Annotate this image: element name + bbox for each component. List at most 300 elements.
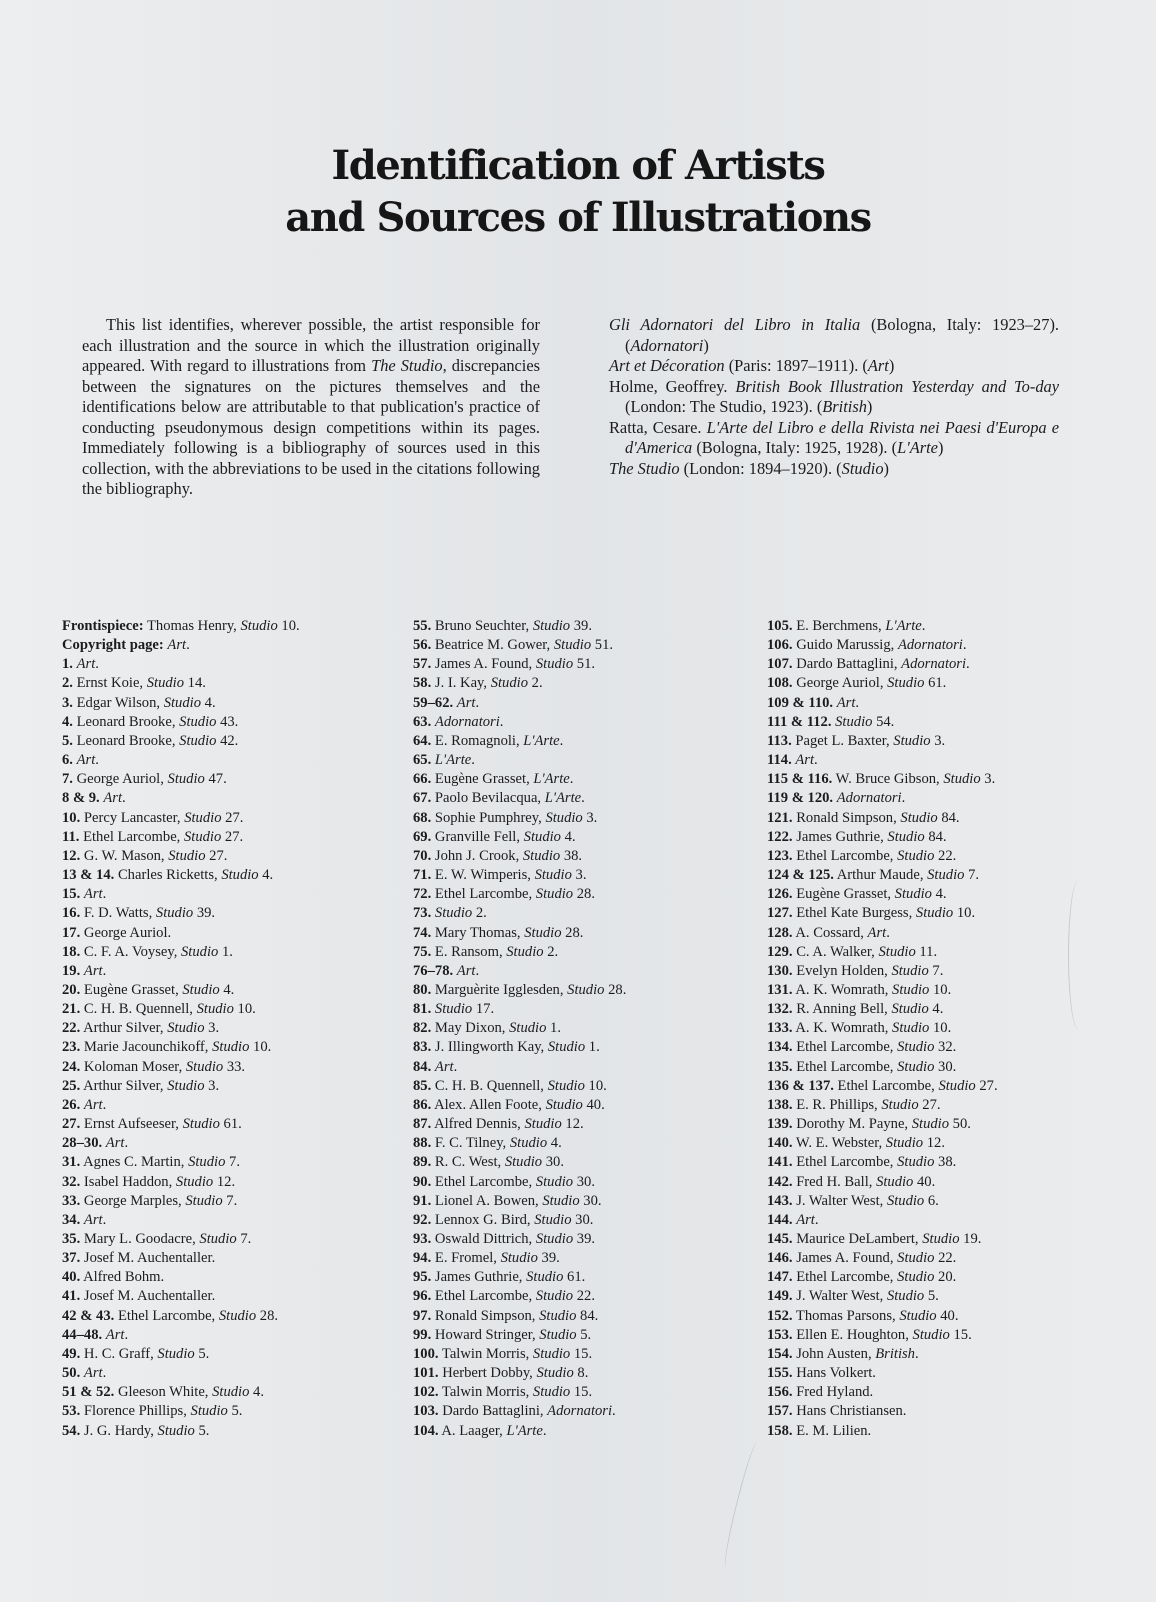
bib-close: ) xyxy=(937,438,944,457)
credit-entry xyxy=(62,1038,300,1057)
credit-issue: 22. xyxy=(934,1250,957,1267)
credit-issue: 17. xyxy=(472,1001,495,1018)
credit-artist: Charles Ricketts, xyxy=(114,867,222,884)
credit-source: L'Arte xyxy=(533,771,570,788)
credit-artist: Oswald Dittrich, xyxy=(431,1231,536,1247)
credit-issue: 33. xyxy=(223,1058,246,1075)
credit-artist: Mary L. Goodacre, xyxy=(80,1231,200,1247)
credit-issue: 5. xyxy=(194,1422,210,1439)
intro-italic-title: The Studio xyxy=(371,356,443,375)
credit-number: 4. xyxy=(62,713,73,730)
credit-issue: . xyxy=(102,1365,107,1382)
credit-source: Studio xyxy=(181,943,219,960)
credit-source: Studio xyxy=(545,1096,583,1113)
credit-number: 58. xyxy=(413,675,432,692)
credit-issue: . xyxy=(814,752,818,769)
credit-issue: 5. xyxy=(576,1326,592,1343)
credit-source: Studio xyxy=(434,905,473,922)
credit-entry xyxy=(62,1173,300,1192)
credit-artist: Ethel Larcombe, xyxy=(833,1077,939,1094)
credit-issue: . xyxy=(921,618,926,634)
credit-artist: Arthur Maude, xyxy=(833,867,928,884)
credit-source: Art xyxy=(456,694,476,711)
bibliography xyxy=(609,315,1059,479)
credit-artist: Maurice DeLambert, xyxy=(792,1231,923,1247)
credit-entry xyxy=(62,1364,300,1383)
credit-artist: Hans Volkert. xyxy=(792,1365,876,1382)
credit-issue: . xyxy=(102,886,107,903)
credit-source: Studio xyxy=(915,905,954,922)
credit-entry xyxy=(62,1058,300,1077)
credit-number: 15. xyxy=(62,886,81,903)
credit-artist: Ethel Larcombe, xyxy=(792,1154,898,1171)
credit-entry xyxy=(767,789,998,808)
credit-entry xyxy=(767,1134,998,1153)
bib-title: The Studio xyxy=(609,458,680,478)
credit-issue: 38. xyxy=(934,1154,957,1171)
credit-entry xyxy=(62,1345,300,1364)
credit-entry xyxy=(62,847,300,866)
credit-artist: Josef M. Auchentaller. xyxy=(80,1250,216,1267)
credit-source: Studio xyxy=(887,828,925,845)
credit-number: 3. xyxy=(62,694,73,711)
credit-source: L'Arte xyxy=(506,1422,543,1439)
credit-number: 27. xyxy=(62,1116,81,1133)
credit-entry xyxy=(62,1192,300,1211)
credit-entry xyxy=(413,1249,626,1268)
credit-source: Studio xyxy=(943,771,981,788)
credit-issue: . xyxy=(475,694,480,711)
intro-text-1: This list identifies, wherever possible, the artist responsible for each illustration and the source in which the illustration originally appeared. With regard to illustrations from xyxy=(82,315,540,375)
credit-entry xyxy=(413,751,626,770)
credit-source: Studio xyxy=(887,675,925,692)
credit-source: Studio xyxy=(536,1365,574,1382)
credit-entry xyxy=(413,1268,626,1287)
credit-entry xyxy=(413,789,626,808)
credit-artist: Thomas Parsons, xyxy=(792,1307,900,1324)
credit-number: 96. xyxy=(413,1288,432,1305)
credit-issue: 22. xyxy=(934,847,957,864)
credit-source: Studio xyxy=(167,1020,205,1037)
credit-artist: Agnes C. Martin, xyxy=(80,1154,189,1171)
credit-source: Art xyxy=(836,694,856,711)
credit-source: Studio xyxy=(157,1422,195,1439)
credit-entry xyxy=(767,1038,998,1057)
credit-number: 13 & 14. xyxy=(62,867,115,884)
credit-entry xyxy=(62,674,300,693)
credit-issue: 4. xyxy=(560,828,576,845)
credit-issue: 3. xyxy=(930,732,946,749)
credit-artist: E. W. Wimperis, xyxy=(431,867,535,884)
credit-entry xyxy=(767,924,998,943)
credit-number: 104. xyxy=(413,1422,439,1439)
credit-artist: E. Romagnoli, xyxy=(431,732,524,749)
credit-entry xyxy=(767,1287,998,1306)
credit-entry xyxy=(413,1230,626,1249)
bibliography-entry xyxy=(609,418,1059,459)
credit-entry xyxy=(413,1019,626,1038)
credit-entry xyxy=(413,847,626,866)
credit-source: Studio xyxy=(212,1384,250,1401)
credit-issue: 10. xyxy=(929,1020,952,1037)
credit-number: 141. xyxy=(767,1154,793,1171)
credit-number: 86. xyxy=(413,1096,432,1113)
credit-source: Studio xyxy=(506,943,544,960)
credit-number: 11. xyxy=(62,828,80,845)
credit-entry xyxy=(413,904,626,923)
credit-entry xyxy=(62,655,300,674)
credit-source: Studio xyxy=(835,713,873,730)
credit-entry xyxy=(413,1307,626,1326)
credit-entry xyxy=(413,1422,626,1441)
credit-source: Studio xyxy=(179,713,217,730)
credit-source: Studio xyxy=(240,618,278,634)
credit-artist: Lennox G. Bird, xyxy=(431,1211,535,1228)
credit-artist: Ronald Simpson, xyxy=(792,809,901,826)
bib-author: Ratta, Cesare. xyxy=(609,417,707,437)
credit-number: 25. xyxy=(62,1077,81,1094)
credit-artist: Thomas Henry, xyxy=(143,618,241,634)
credit-number: 101. xyxy=(413,1365,439,1382)
credit-entry xyxy=(767,1211,998,1230)
credit-entry xyxy=(767,962,998,981)
credit-issue: . xyxy=(559,732,564,749)
credit-number: 2. xyxy=(62,675,73,692)
credit-number: 59–62. xyxy=(413,694,454,711)
credit-issue: 27. xyxy=(975,1077,998,1094)
credit-issue: 51. xyxy=(591,637,614,654)
credit-entry xyxy=(767,809,998,828)
credit-number: 144. xyxy=(767,1211,793,1228)
credit-entry xyxy=(413,1402,626,1421)
bib-publication: (Bologna, Italy: 1925, 1928). ( xyxy=(692,438,898,457)
credit-issue: 39. xyxy=(573,1231,596,1247)
credit-entry xyxy=(767,1096,998,1115)
credit-source: Studio xyxy=(886,1192,925,1209)
credit-source: Adornatori xyxy=(836,790,902,807)
credit-entry xyxy=(62,809,300,828)
credit-issue: 10. xyxy=(929,981,952,998)
credit-entry xyxy=(62,924,300,943)
credit-source: L'Arte xyxy=(885,618,922,634)
credit-entry xyxy=(413,866,626,885)
credit-number: 92. xyxy=(413,1211,432,1228)
credit-issue: . xyxy=(814,1211,819,1228)
credit-artist: Ethel Larcombe, xyxy=(114,1307,219,1324)
credit-number: 67. xyxy=(413,790,432,807)
credit-artist: Hans Christiansen. xyxy=(792,1403,907,1420)
credit-number: 123. xyxy=(767,847,793,864)
credit-artist: Leonard Brooke, xyxy=(72,732,180,749)
credit-entry xyxy=(413,981,626,1000)
credit-artist: W. E. Webster, xyxy=(792,1135,886,1152)
credit-entry xyxy=(62,1019,300,1038)
credit-artist: Gleeson White, xyxy=(114,1384,213,1401)
credit-number: 153. xyxy=(767,1326,793,1343)
credit-issue: 4. xyxy=(219,981,235,998)
credit-issue: 2. xyxy=(543,943,559,960)
credit-number: 97. xyxy=(413,1307,432,1324)
credit-entry xyxy=(413,694,626,713)
credit-number: 66. xyxy=(413,771,432,788)
credit-artist: F. C. Tilney, xyxy=(431,1135,510,1152)
credit-source: Adornatori xyxy=(897,637,963,654)
credit-number: 131. xyxy=(767,981,793,998)
credit-entry xyxy=(413,1211,626,1230)
credit-number: 44–48. xyxy=(62,1326,103,1343)
credit-number: 130. xyxy=(767,962,793,979)
credit-entry xyxy=(413,885,626,904)
credit-entry xyxy=(767,904,998,923)
credit-source: Studio xyxy=(179,732,217,749)
credit-artist: R. C. West, xyxy=(431,1154,505,1171)
credit-issue: 1. xyxy=(218,943,233,960)
credit-artist: Ethel Larcombe, xyxy=(79,828,184,845)
credit-source: Studio xyxy=(532,1345,571,1362)
credit-number: Frontispiece: xyxy=(62,618,144,634)
credit-number: 154. xyxy=(767,1345,793,1362)
credit-issue: . xyxy=(102,962,107,979)
credit-artist: Evelyn Holden, xyxy=(792,962,892,979)
credit-number: 135. xyxy=(767,1058,793,1075)
credit-issue: 6. xyxy=(924,1192,939,1209)
credit-issue: 12. xyxy=(923,1135,945,1152)
bib-publication: (Bologna, Italy: 1923–27). ( xyxy=(625,315,1060,355)
credit-entry xyxy=(62,1402,300,1421)
credit-number: 35. xyxy=(62,1231,81,1247)
credit-entry xyxy=(413,732,626,751)
credit-number: 127. xyxy=(767,905,793,922)
credit-number: 103. xyxy=(413,1403,439,1420)
credit-issue: . xyxy=(122,790,126,807)
credit-number: 56. xyxy=(413,637,432,654)
credit-source: British xyxy=(875,1345,915,1362)
credit-artist: Guido Marussig, xyxy=(792,637,898,654)
bibliography-entry xyxy=(609,459,1059,480)
credit-number: 51 & 52. xyxy=(62,1384,115,1401)
intro-text-2: , discrepancies between the signatures on the pictures themselves and the identifications below are attributable to that publication's practice of conducting pseudonymous design competitions within its pages. Immediately following is a bibliography of sources used in this collection, with the abbreviations to be used in the citations following the bibliography. xyxy=(82,356,541,498)
credit-source: Studio xyxy=(535,1288,574,1305)
credit-entry xyxy=(413,1192,626,1211)
credit-artist: Granville Fell, xyxy=(431,828,524,845)
credit-source: Adornatori xyxy=(901,656,967,673)
credit-issue: 39. xyxy=(537,1250,560,1267)
credit-number: 6. xyxy=(62,752,73,769)
credit-artist: E. Fromel, xyxy=(431,1250,501,1267)
credit-source: Studio xyxy=(547,1039,586,1056)
credit-number: 129. xyxy=(767,943,793,960)
credit-number: 105. xyxy=(767,618,793,634)
credit-entry xyxy=(62,866,300,885)
credit-source: L'Arte xyxy=(544,790,582,807)
bib-title: Gli Adornatori del Libro in Italia xyxy=(609,315,861,334)
credit-number: Copyright page: xyxy=(62,637,164,654)
credit-number: 8 & 9. xyxy=(62,790,100,807)
credit-number: 140. xyxy=(767,1135,793,1152)
credit-issue: 4. xyxy=(258,867,274,884)
credit-number: 54. xyxy=(62,1422,81,1439)
credit-source: Studio xyxy=(182,1116,220,1133)
credit-source: Art xyxy=(434,1058,454,1075)
credit-source: Art xyxy=(76,656,96,673)
credit-source: Art xyxy=(456,962,476,979)
credit-number: 126. xyxy=(767,886,793,903)
credit-number: 21. xyxy=(62,1001,81,1018)
credits-column-3 xyxy=(767,617,998,1441)
credit-artist: J. G. Hardy, xyxy=(80,1422,158,1439)
credit-source: Studio xyxy=(185,1192,223,1209)
credit-entry xyxy=(413,1383,626,1402)
credit-issue: 4. xyxy=(928,1001,944,1018)
credit-artist: Beatrice M. Gower, xyxy=(431,637,554,654)
credits-column-2 xyxy=(413,617,626,1441)
credit-number: 71. xyxy=(413,867,432,884)
credit-issue: 15. xyxy=(570,1384,593,1401)
credit-artist: James A. Found, xyxy=(792,1250,898,1267)
bib-abbreviation: Studio xyxy=(841,458,884,478)
credit-entry xyxy=(413,617,626,636)
credit-artist: Arthur Silver, xyxy=(80,1020,168,1037)
credit-issue: 30. xyxy=(934,1058,957,1075)
credit-source: Studio xyxy=(897,847,935,864)
credit-source: Studio xyxy=(146,675,185,692)
credit-issue: 4. xyxy=(201,694,216,711)
credit-artist: G. W. Mason, xyxy=(80,847,169,864)
credit-entry xyxy=(767,1058,998,1077)
credit-source: Studio xyxy=(183,828,222,845)
credit-number: 74. xyxy=(413,924,432,941)
credit-issue: . xyxy=(124,1135,129,1152)
credit-entry xyxy=(767,636,998,655)
credit-artist: C. H. B. Quennell, xyxy=(431,1077,548,1094)
credit-number: 114. xyxy=(767,752,792,769)
credit-source: Studio xyxy=(526,1269,564,1286)
credit-entry xyxy=(62,1268,300,1287)
credit-entry xyxy=(62,1115,300,1134)
credit-source: Art xyxy=(83,1096,103,1113)
credit-entry xyxy=(767,1268,998,1287)
credit-entry xyxy=(62,1287,300,1306)
credit-issue: . xyxy=(471,752,475,769)
credit-number: 145. xyxy=(767,1231,793,1247)
credit-issue: 30. xyxy=(571,1211,594,1228)
credit-source: Studio xyxy=(535,1231,574,1247)
credit-issue: 28. xyxy=(604,981,627,998)
credit-source: Studio xyxy=(532,1384,571,1401)
credit-issue: 30. xyxy=(573,1173,595,1190)
credit-source: Studio xyxy=(899,1307,937,1324)
credit-entry xyxy=(62,981,300,1000)
credit-entry xyxy=(413,770,626,789)
bib-publication: (London: The Studio, 1923). ( xyxy=(625,397,823,416)
credit-issue: . xyxy=(95,656,99,673)
credit-issue: 12. xyxy=(561,1116,584,1133)
credit-source: L'Arte xyxy=(523,732,560,749)
bibliography-entry xyxy=(609,315,1059,356)
credit-issue: 10. xyxy=(584,1077,607,1094)
credit-entry xyxy=(62,636,300,655)
credit-number: 22. xyxy=(62,1020,81,1037)
credit-artist: Eugène Grasset, xyxy=(80,981,183,998)
credit-issue: 1. xyxy=(585,1039,600,1056)
credit-number: 138. xyxy=(767,1096,793,1113)
credit-source: Art xyxy=(105,1135,125,1152)
credit-number: 142. xyxy=(767,1173,793,1190)
credit-entry xyxy=(413,1326,626,1345)
credit-artist: Marie Jacounchikoff, xyxy=(80,1039,213,1056)
credit-number: 91. xyxy=(413,1192,432,1209)
credit-number: 57. xyxy=(413,656,432,673)
credit-artist: E. Berchmens, xyxy=(792,618,886,634)
bib-abbreviation: Art xyxy=(867,356,889,375)
credit-issue: . xyxy=(95,752,99,769)
credit-number: 109 & 110. xyxy=(767,694,834,711)
credit-entry xyxy=(767,847,998,866)
credit-number: 76–78. xyxy=(413,962,454,979)
credit-source: Adornatori xyxy=(434,713,500,730)
credit-entry xyxy=(767,713,998,732)
credit-artist: Percy Lancaster, xyxy=(80,809,185,826)
credit-artist: Mary Thomas, xyxy=(431,924,525,941)
credit-entry xyxy=(413,962,626,981)
credit-entry xyxy=(767,1019,998,1038)
credit-artist: Dardo Battaglini, xyxy=(438,1403,548,1420)
credit-entry xyxy=(62,1307,300,1326)
credit-entry xyxy=(62,694,300,713)
credit-source: Studio xyxy=(938,1077,976,1094)
credit-number: 33. xyxy=(62,1192,81,1209)
credit-entry xyxy=(767,1153,998,1172)
credit-number: 23. xyxy=(62,1039,81,1056)
credit-number: 42 & 43. xyxy=(62,1307,115,1324)
credit-issue: 39. xyxy=(570,618,592,634)
credit-number: 143. xyxy=(767,1192,793,1209)
credit-artist: Dardo Battaglini, xyxy=(792,656,902,673)
credit-artist: A. Laager, xyxy=(438,1422,507,1439)
credit-entry xyxy=(767,617,998,636)
credit-issue: 27. xyxy=(221,809,244,826)
credit-source: Studio xyxy=(504,1154,543,1171)
credit-source: Art xyxy=(83,1365,103,1382)
credit-issue: . xyxy=(186,637,190,654)
credit-entry xyxy=(62,1230,300,1249)
credit-issue: . xyxy=(914,1345,919,1362)
credit-issue: 40. xyxy=(936,1307,959,1324)
credit-artist: Talwin Morris, xyxy=(438,1345,533,1362)
credit-entry xyxy=(767,943,998,962)
credit-entry xyxy=(767,1173,998,1192)
credit-entry xyxy=(767,751,998,770)
credit-source: Studio xyxy=(897,1250,935,1267)
credit-number: 156. xyxy=(767,1384,793,1401)
credit-entry xyxy=(62,1211,300,1230)
credit-number: 90. xyxy=(413,1173,432,1190)
credit-entry xyxy=(62,1422,300,1441)
credit-source: Studio xyxy=(876,1173,914,1190)
credit-entry xyxy=(62,732,300,751)
credit-artist: Ethel Larcombe, xyxy=(792,1058,898,1075)
credit-issue: 14. xyxy=(184,675,206,692)
credit-artist: Fred H. Ball, xyxy=(792,1173,877,1190)
credit-number: 87. xyxy=(413,1116,432,1133)
credit-artist: George Auriol, xyxy=(792,675,888,692)
credit-number: 24. xyxy=(62,1058,81,1075)
credit-entry xyxy=(62,828,300,847)
credit-artist: E. M. Lilien. xyxy=(792,1422,872,1439)
credit-source: Studio xyxy=(878,943,916,960)
credit-entry xyxy=(62,617,300,636)
bib-abbreviation: British xyxy=(822,397,867,416)
